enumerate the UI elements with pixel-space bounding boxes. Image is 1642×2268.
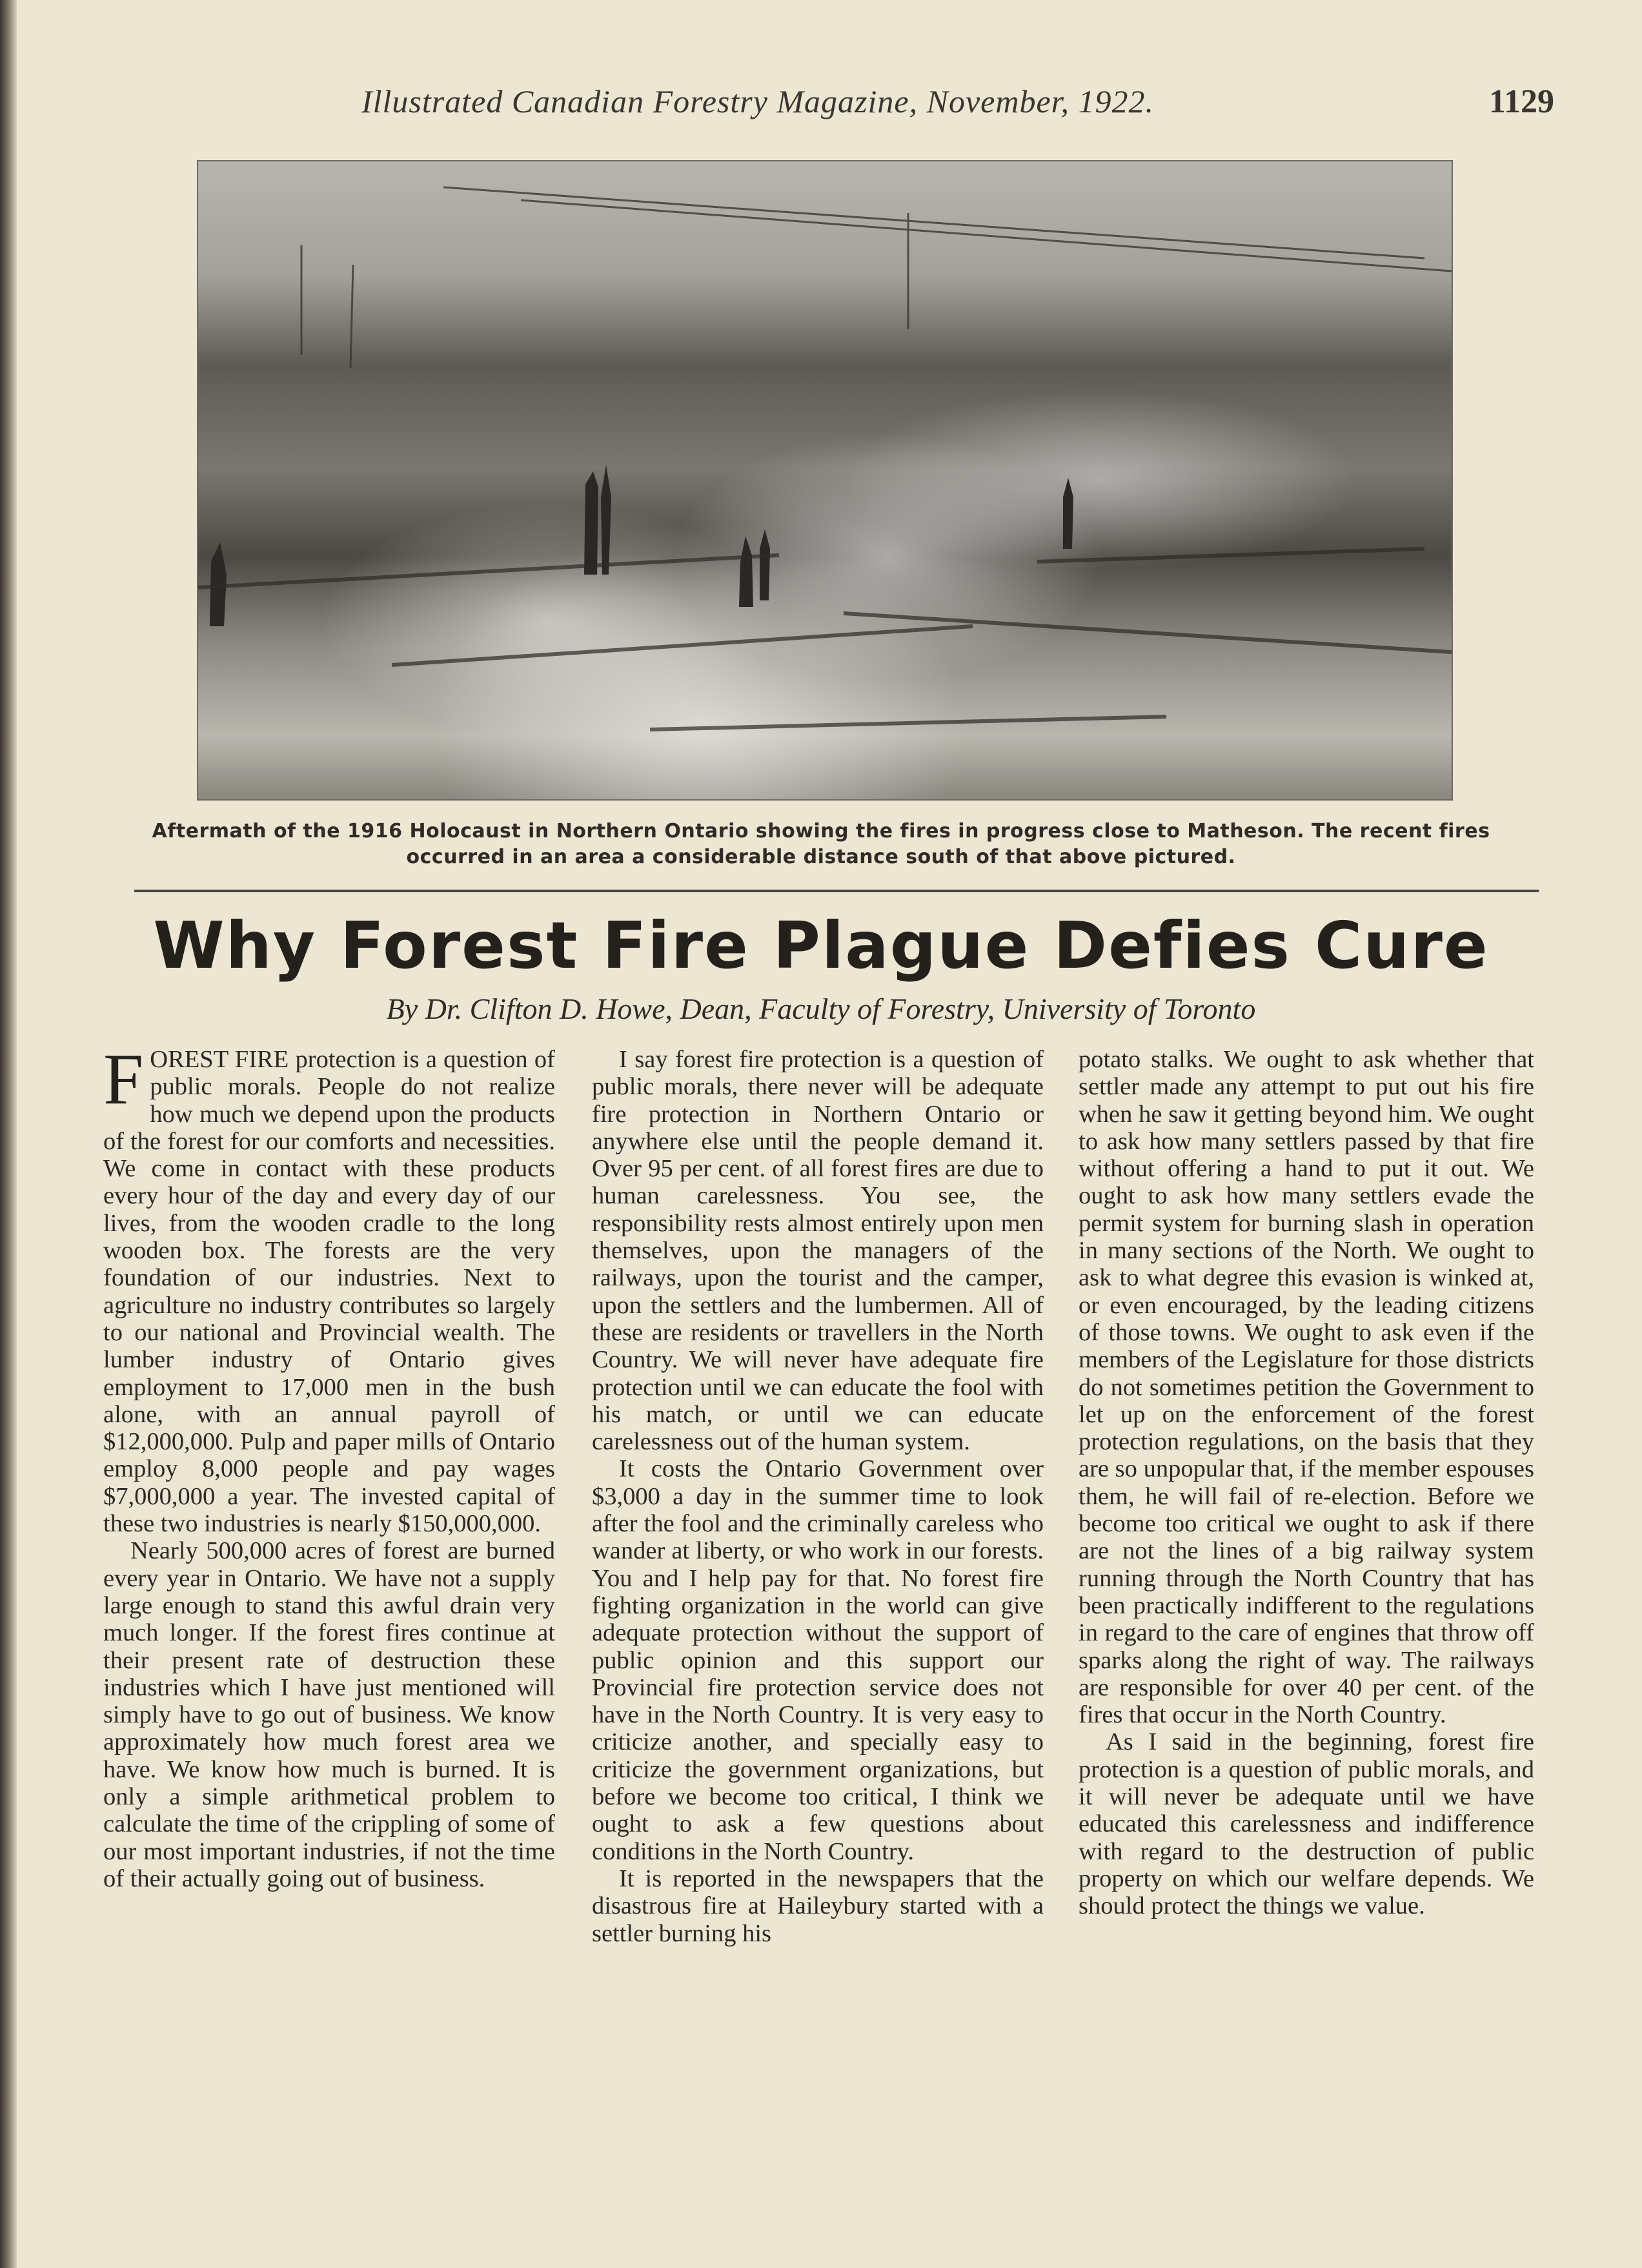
paragraph: As I said in the beginning, forest fire protection is a question of public morals, and it will never be adequate until we have educated this carelessness and indifference with regard to the destruction of public property on which our welfare depends. We should protect the things we value. — [1079, 1728, 1534, 1920]
paragraph: It costs the Ontario Government over $3,000 a day in the summer time to look after the fool and the criminally careless who wander at liberty, or who work in our forests. You and I help pay for that. No forest fire fighting organization in the world can give adequate protection without the support of public opinion and this support our Provincial fire protection service does not have in the North Country. It is very easy to criticize another, and specially easy to criticize the government organizations, but before we become too critical, I think we ought to ask a few questions about conditions in the North Country. — [592, 1455, 1044, 1865]
paragraph: OREST FIRE protection is a question of public morals. People do not realize how much we depend upon the products of the forest for our comforts and necessities. We come in contact with these products every hour of the day and every day of our lives, from the wooden cradle to the long wooden box. The forests are the very foundation of our industries. Next to agriculture no industry contributes so largely to our national and Provincial wealth. The lumber industry of Ontario gives employment to 17,000 men in the bush alone, with an annual payroll of $12,000,000. Pulp and paper mills of Ontario employ 8,000 people and pay wages $7,000,000 a year. The invested capital of these two industries is nearly $150,000,000. — [103, 1046, 555, 1538]
paragraph: Nearly 500,000 acres of forest are burned every year in Ontario. We have not a supply large enough to stand this awful drain very much longer. If the forest fires continue at their present rate of destruction these industries which I have just mentioned will simply have to go out of business. We know approximately how much forest area we have. We know how much is burned. It is only a simple arithmetical problem to calculate the time of the crippling of some of our most important industries, if not the time of their actually going out of business. — [103, 1537, 555, 1892]
drop-cap: F — [103, 1039, 144, 1119]
article-column-3 — [1079, 1046, 1534, 1920]
paragraph: I say forest fire protection is a question of public morals, there never will be adequate fire protection in Northern Ontario or anywhere else until the people demand it. Over 95 per cent. of all forest fires are due to human carelessness. You see, the responsibility rests almost entirely upon men themselves, upon the managers of the railways, upon the tourist and the camper, upon the settlers and the lumbermen. All of these are residents or travellers in the North Country. We will never have adequate fire protection until we can educate the fool with his match, or until we can educate carelessness out of the human system. — [592, 1046, 1044, 1456]
forest-fire-photograph — [197, 160, 1453, 801]
paragraph: potato stalks. We ought to ask whether that settler made any attempt to put out his fire when he saw it getting beyond him. We ought to ask how many settlers passed by that fire without offering a hand to put it out. We ought to ask how many settlers evade the permit system for burning slash in operation in many sections of the North. We ought to ask to what degree this evasion is winked at, or even encouraged, by the leading citizens of those towns. We ought to ask even if the members of the Legislature for those districts do not sometimes petition the Government to let up on the enforcement of the forest protection regulations, on the basis that they are so unpopular that, if the member espouses them, he will fail of re-election. Before we become too critical we ought to ask if there are not the lines of a big railway system running through the North Country that has been practically indifferent to the regulations in regard to the care of engines that throw off sparks along the right of way. The railways are responsible for over 40 per cent. of the fires that occur in the North Country. — [1079, 1046, 1534, 1729]
page-number: 1129 — [1488, 83, 1554, 120]
article-column-1 — [103, 1039, 555, 1892]
paragraph: It is reported in the newspapers that the disastrous fire at Haileybury started with a settler burning his — [592, 1864, 1044, 1947]
section-divider — [134, 890, 1539, 892]
page-binding-edge — [0, 0, 17, 2268]
running-head: Illustrated Canadian Forestry Magazine, November, 1922. — [361, 83, 1155, 119]
article-byline: By Dr. Clifton D. Howe, Dean, Faculty of Forestry, University of Toronto — [386, 992, 1256, 1025]
article-title: Why Forest Fire Plague Defies Cure — [153, 908, 1489, 983]
photo-caption: Aftermath of the 1916 Holocaust in Northern Ontario showing the fires in progress close to Matheson. The recent fires occurred in an area a considerable distance south of that above pictured. — [152, 820, 1490, 868]
article-column-2 — [592, 1046, 1044, 1947]
